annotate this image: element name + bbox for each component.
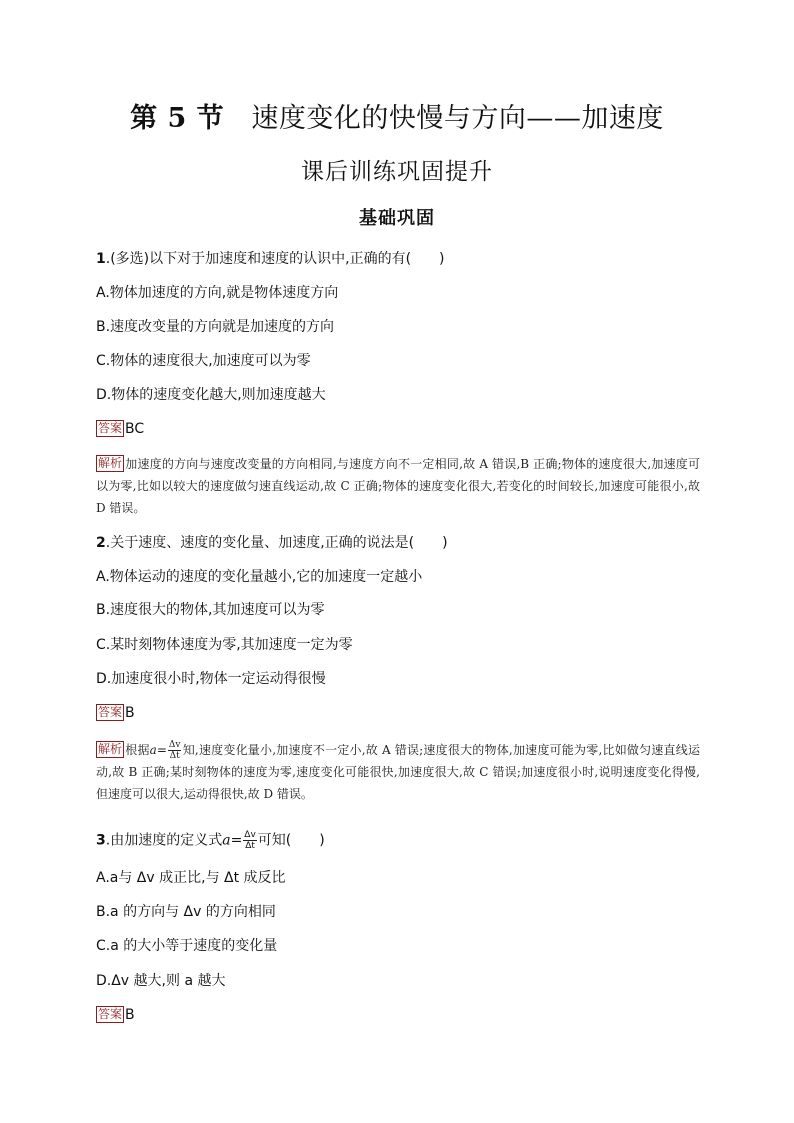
- explanation-text: 知,速度变化量小,加速度不一定小,故 A 错误;速度很大的物体,加速度可能为零,比如做匀速直线运动,故 B 正确;某时刻物体的速度为零,速度变化可能很快,加速度很大,故 C 错误;加速度很小时,说明速度变化得慢,但速度可以很大,运动得很快,故 D 错误。: [96, 743, 700, 801]
- explanation-block: [96, 453, 700, 519]
- question-3: [96, 830, 325, 851]
- formula-equals: =: [230, 832, 243, 849]
- option-b: B.a 的方向与 Δv 的方向相同: [96, 904, 276, 920]
- option-b: B.速度改变量的方向就是加速度的方向: [96, 319, 335, 335]
- page-title: [0, 96, 794, 135]
- question-stem: .(多选)以下对于加速度和速度的认识中,正确的有( ): [105, 251, 445, 267]
- option-b: B.速度很大的物体,其加速度可以为零: [96, 602, 325, 618]
- fraction-denominator: Δt: [169, 751, 180, 761]
- answer-value: B: [125, 705, 135, 721]
- formula-variable: a: [149, 743, 157, 757]
- explanation-block: [96, 739, 700, 805]
- option-c: C.a 的大小等于速度的变化量: [96, 938, 278, 954]
- section-heading: 基础巩固: [359, 208, 435, 229]
- question-stem: .关于速度、速度的变化量、加速度,正确的说法是( ): [105, 535, 448, 551]
- answer-line: [96, 420, 144, 438]
- fraction-denominator: Δt: [245, 841, 255, 851]
- option-d: D.加速度很小时,物体一定运动得很慢: [96, 671, 326, 687]
- formula-fraction: [168, 740, 182, 761]
- question-1: [96, 250, 445, 268]
- title-text: 速度变化的快慢与方向——加速度: [251, 103, 664, 134]
- option-c: C.某时刻物体速度为零,其加速度一定为零: [96, 637, 353, 653]
- option-a: A.a与 Δv 成正比,与 Δt 成反比: [96, 870, 286, 886]
- page-subtitle: 课后训练巩固提升: [301, 159, 493, 185]
- answer-value: B: [125, 1007, 135, 1023]
- option-c: C.物体的速度很大,加速度可以为零: [96, 353, 311, 369]
- question-number: 3: [96, 832, 106, 849]
- question-number: 1: [96, 251, 106, 267]
- option-d: D.Δv 越大,则 a 越大: [96, 973, 226, 989]
- answer-tag: 答案: [98, 421, 123, 435]
- option-a: A.物体运动的速度的变化量越小,它的加速度一定越小: [96, 569, 423, 585]
- answer-line: [96, 704, 135, 722]
- explanation-text: 加速度的方向与速度改变量的方向相同,与速度方向不一定相同,故 A 错误,B 正确;物体的速度很大,加速度可以为零,比如以较大的速度做匀速直线运动,故 C 正确;物体的速度变化很大,若变化的时间较长,加速度可能很小,故 D 错误。: [96, 457, 700, 515]
- section-number: 第 5 节: [130, 103, 225, 134]
- formula-fraction: [243, 830, 256, 851]
- fraction-numerator: Δv: [168, 740, 181, 750]
- formula-equals: =: [156, 743, 167, 757]
- answer-tag: 答案: [98, 705, 123, 719]
- question-number: 2: [96, 535, 106, 551]
- explanation-tag: 解析: [98, 456, 123, 470]
- answer-tag: 答案: [98, 1007, 123, 1021]
- question-2: [96, 534, 448, 552]
- explanation-tag: 解析: [98, 742, 123, 756]
- answer-value: BC: [125, 421, 145, 437]
- formula-variable: a: [222, 832, 231, 849]
- option-a: A.物体加速度的方向,就是物体速度方向: [96, 285, 339, 301]
- fraction-numerator: Δv: [244, 830, 256, 840]
- question-stem-lead: .由加速度的定义式: [105, 832, 223, 849]
- option-d: D.物体的速度变化越大,则加速度越大: [96, 387, 326, 403]
- question-stem-tail: 可知( ): [257, 832, 325, 849]
- answer-line: [96, 1006, 135, 1024]
- explanation-lead: 根据: [125, 743, 150, 757]
